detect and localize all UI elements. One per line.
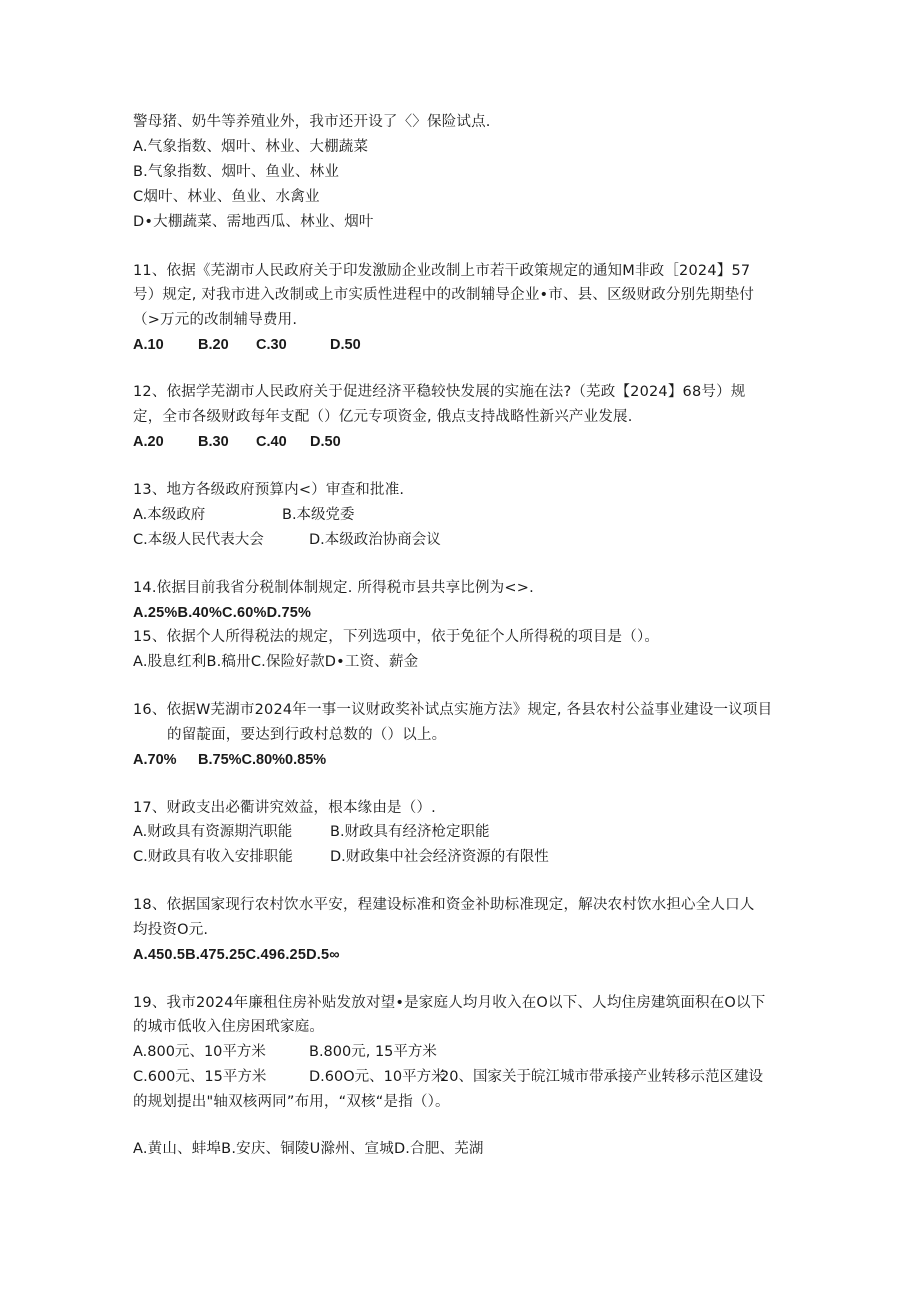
option-b: B.财政具有经济枪定职能 <box>330 824 490 840</box>
option-c: C.本级人民代表大会 <box>133 532 264 548</box>
question-12-line-1: 12、依据学芜湖市人民政府关于促进经济平稳较快发展的实施在法?（芜政【2024】68号）规 <box>133 384 746 400</box>
question-16-line-1: 16、依据W芜湖市2024年一事一议财政奖补试点实施方法》规定, 各县农村公益事业建设一议项目 <box>133 702 773 718</box>
option-d: D.50 <box>310 434 341 450</box>
question-17-stem: 17、财政支出必衢讲究效益，根本缘由是（）. <box>133 800 436 816</box>
option-c: C烟叶、林业、鱼业、水禽业 <box>133 189 320 205</box>
option-d: D.60O元、10平方米 <box>309 1069 446 1085</box>
question-14-stem: 14.依据目前我省分税制体制规定. 所得税市县共享比例为<>. <box>133 580 534 596</box>
question-20-options: A.黄山、蚌埠B.安庆、铜陵U滁州、宣城D.合肥、芜湖 <box>133 1141 484 1157</box>
option-a: A.800元、10平方米 <box>133 1044 266 1060</box>
question-13-stem: 13、地方各级政府预算内<）审查和批准. <box>133 482 405 498</box>
option-d: D.财政集中社会经济资源的有限性 <box>330 849 549 865</box>
question-19-line-1: 19、我市2024年廉租住房补贴发放对望•是家庭人均月收入在O以下、人均住房建筑面积在O以下 <box>133 995 766 1011</box>
option-a: A.10 <box>133 337 164 353</box>
question-18-line-2: 均投资O元. <box>133 922 209 938</box>
question-14-options: A.25%B.40%C.60%D.75% <box>133 605 312 621</box>
question-11-line-1: 11、依据《芜湖市人民政府关于印发激励企业改制上市若干政策规定的通知M非政［2024】57 <box>133 263 751 279</box>
question-11-line-2: 号）规定, 对我市进入改制或上市实质性进程中的改制辅导企业•市、县、区级财政分别先期垫付 <box>133 287 755 303</box>
option-c: C.30 <box>256 337 287 353</box>
option-a: A.70% <box>133 752 177 768</box>
option-c: C.财政具有收入安排职能 <box>133 849 293 865</box>
option-b: B.气象指数、烟叶、鱼业、林业 <box>133 164 340 180</box>
question-20-line-1: 20、国家关于皖江城市带承接产业转移示范区建设 <box>440 1069 763 1085</box>
question-20-line-2: 的规划提出"轴双核两同”布用，“双核“是指（）。 <box>133 1094 450 1110</box>
question-16-line-2: 的留靛面，要达到行政村总数的（）以上。 <box>167 727 447 743</box>
question-19-line-2: 的城市低收入住房困玳家庭。 <box>133 1019 325 1035</box>
question-18-options: A.450.5B.475.25C.496.25D.5∞ <box>133 947 340 963</box>
question-15-options: A.股息红利B.稿卅C.保险好款D•工资、薪金 <box>133 654 419 670</box>
option-a: A.财政具有资源期汽职能 <box>133 824 293 840</box>
question-18-line-1: 18、依据国家现行农村饮水平安，程建设标准和资金补助标准现定，解决农村饮水担心全人口人 <box>133 897 755 913</box>
option-a: A.气象指数、烟叶、林业、大棚蔬菜 <box>133 139 369 155</box>
question-12-line-2: 定，全市各级财政每年支配（）亿元专项资金, 俄点支持战略性新兴产业发展. <box>133 409 633 425</box>
option-c: C.40 <box>256 434 287 450</box>
option-b: B.30 <box>198 434 229 450</box>
option-b: B.800元, 15平方米 <box>309 1044 437 1060</box>
option-d: D.本级政治协商会议 <box>309 532 441 548</box>
question-15-stem: 15、依据个人所得税法的规定，下列选项中，依于免征个人所得税的项目是（）。 <box>133 629 660 645</box>
option-c: C.600元、15平方米 <box>133 1069 267 1085</box>
option-a: A.20 <box>133 434 164 450</box>
question-11-line-3: （>万元的改制辅导费用. <box>133 312 298 328</box>
option-a: A.本级政府 <box>133 507 206 523</box>
option-bcd: B.75%C.80%0.85% <box>198 752 327 768</box>
option-b: B.本级党委 <box>282 507 355 523</box>
option-d: D.50 <box>330 337 361 353</box>
option-b: B.20 <box>198 337 229 353</box>
option-d: D•大棚蔬菜、需地西瓜、林业、烟叶 <box>133 214 374 230</box>
question-stem: 警母猪、奶牛等养殖业外，我市还开设了〈〉保险试点. <box>133 114 491 130</box>
